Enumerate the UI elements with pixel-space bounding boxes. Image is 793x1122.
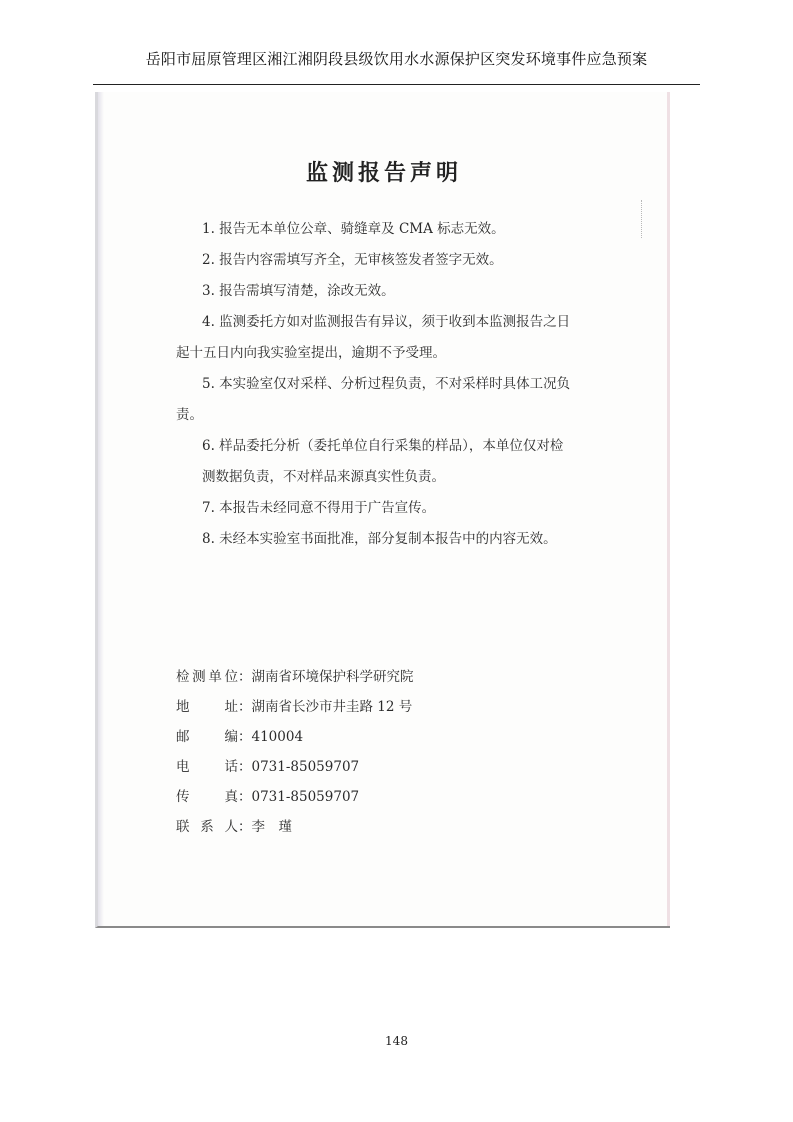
contact-value: 李 瑾	[251, 819, 292, 835]
contact-separator: ：	[238, 819, 252, 835]
clause-text: 7. 本报告未经同意不得用于广告宣传。	[202, 500, 436, 516]
scanned-page	[95, 92, 670, 928]
declaration-clauses	[176, 214, 596, 555]
clause-text: 3. 报告需填写清楚，涂改无效。	[202, 283, 395, 299]
contact-separator: ：	[238, 729, 252, 745]
contact-label: 地 址	[176, 699, 238, 715]
contact-value: 0731-85059707	[251, 759, 360, 775]
clause-item	[176, 431, 596, 493]
contact-separator: ：	[238, 669, 252, 685]
contact-row-phone	[176, 752, 596, 782]
contact-value: 湖南省环境保护科学研究院	[251, 669, 414, 685]
contact-value: 0731-85059707	[251, 789, 360, 805]
clause-text: 8. 未经本实验室书面批准，部分复制本报告中的内容无效。	[202, 531, 557, 547]
contact-row-unit	[176, 662, 596, 692]
clause-text: 6. 样品委托分析（委托单位自行采集的样品），本单位仅对检	[202, 438, 564, 454]
contact-row-postcode	[176, 722, 596, 752]
clause-text: 1. 报告无本单位公章、骑缝章及 CMA 标志无效。	[202, 221, 505, 237]
clause-item	[176, 307, 596, 369]
clause-text: 5. 本实验室仅对采样、分析过程负责，不对采样时具体工况负	[202, 376, 571, 392]
running-header: 岳阳市屈原管理区湘江湘阴段县级饮用水水源保护区突发环境事件应急预案	[145, 50, 648, 68]
clause-continuation: 测数据负责，不对样品来源真实性负责。	[202, 469, 445, 485]
contact-row-person	[176, 812, 596, 842]
header-rule	[93, 84, 700, 85]
contact-row-address	[176, 692, 596, 722]
contact-label: 检测单位	[176, 669, 238, 685]
contact-separator: ：	[238, 789, 252, 805]
contact-value: 410004	[251, 729, 304, 745]
clause-item	[176, 276, 596, 307]
contact-value: 湖南省长沙市井圭路 12 号	[251, 699, 413, 715]
clause-item	[176, 369, 596, 431]
contact-label: 邮 编	[176, 729, 238, 745]
contact-label: 电 话	[176, 759, 238, 775]
clause-continuation: 起十五日内向我实验室提出，逾期不予受理。	[176, 345, 446, 361]
clause-text: 4. 监测委托方如对监测报告有异议，须于收到本监测报告之日	[202, 314, 571, 330]
contact-label: 联 系 人	[176, 819, 238, 835]
clause-continuation: 责。	[176, 407, 203, 423]
declaration-title: 监测报告声明	[305, 161, 462, 186]
clause-text: 2. 报告内容需填写齐全，无审核签发者签字无效。	[202, 252, 503, 268]
scan-margin-mark	[641, 200, 648, 238]
page-number: 148	[385, 1034, 408, 1048]
clause-item	[176, 214, 596, 245]
contact-label: 传 真	[176, 789, 238, 805]
contact-block	[176, 662, 596, 842]
contact-separator: ：	[238, 699, 252, 715]
clause-item	[176, 493, 596, 524]
contact-row-fax	[176, 782, 596, 812]
scan-right-edge	[667, 92, 670, 926]
clause-item	[176, 245, 596, 276]
clause-item	[176, 524, 596, 555]
contact-separator: ：	[238, 759, 252, 775]
scan-binding-shadow	[98, 92, 104, 926]
